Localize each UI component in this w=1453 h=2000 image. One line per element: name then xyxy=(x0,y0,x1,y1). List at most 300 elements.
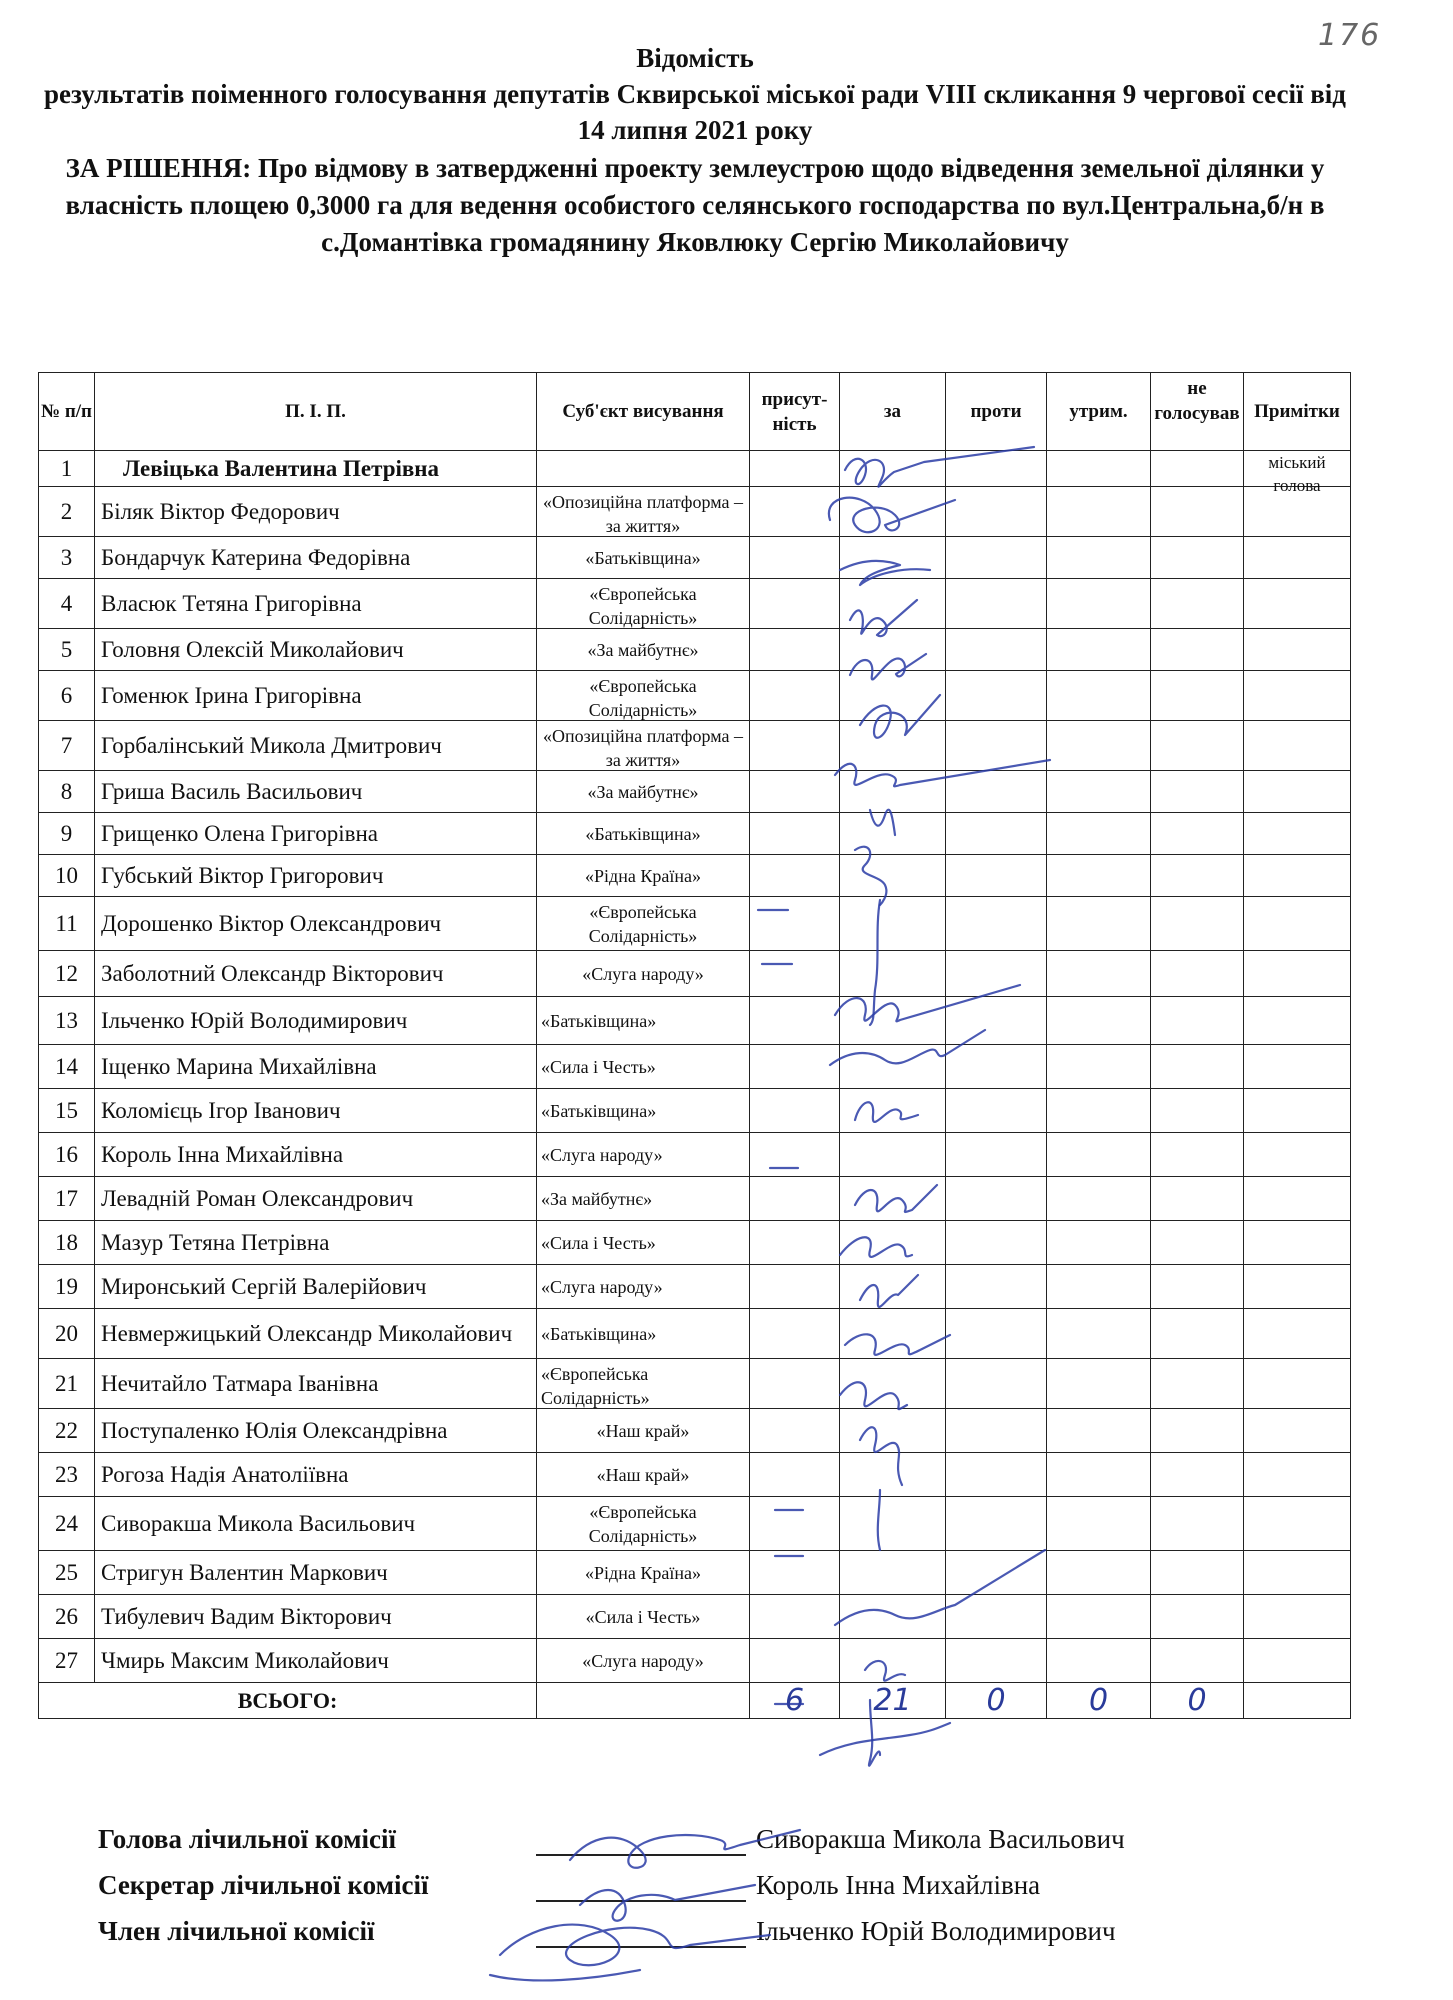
vote-abstain-cell xyxy=(1047,537,1151,579)
total-for: 21 xyxy=(840,1683,946,1719)
party-label: «Слуга народу» xyxy=(541,1276,663,1297)
note-cell xyxy=(1244,1595,1351,1639)
row-number: 2 xyxy=(39,487,95,537)
nominating-party xyxy=(537,1133,750,1177)
vote-for-cell xyxy=(840,1265,946,1309)
table-row xyxy=(39,1089,1351,1133)
deputy-name: Нечитайло Татмара Іванівна xyxy=(95,1359,537,1409)
commission-name: Сиворакша Микола Васильович xyxy=(756,1824,1125,1854)
row-number: 8 xyxy=(39,771,95,813)
table-row xyxy=(39,997,1351,1045)
vote-for-cell xyxy=(840,997,946,1045)
vote-for-cell xyxy=(840,537,946,579)
commission-row-member xyxy=(98,1916,1348,1962)
nominating-party xyxy=(537,487,750,537)
vote-for-cell xyxy=(840,1177,946,1221)
row-number: 11 xyxy=(39,897,95,951)
presence-cell xyxy=(750,1359,840,1409)
vote-against-cell xyxy=(946,1639,1047,1683)
vote-abstain-cell xyxy=(1047,1359,1151,1409)
vote-abstain-cell xyxy=(1047,1409,1151,1453)
vote-against-cell xyxy=(946,771,1047,813)
nominating-party xyxy=(537,1309,750,1359)
vote-for-cell xyxy=(840,1221,946,1265)
nominating-party xyxy=(537,1265,750,1309)
vote-against-cell xyxy=(946,487,1047,537)
nominating-party xyxy=(537,1551,750,1595)
header-for: за xyxy=(840,373,946,451)
signature-mark xyxy=(820,1723,950,1755)
note-cell xyxy=(1244,1551,1351,1595)
deputy-name: Бондарчук Катерина Федорівна xyxy=(95,537,537,579)
presence-cell xyxy=(750,1309,840,1359)
note-cell xyxy=(1244,771,1351,813)
row-number: 20 xyxy=(39,1309,95,1359)
table-row xyxy=(39,1497,1351,1551)
vote-against-cell xyxy=(946,1177,1047,1221)
table-row xyxy=(39,1453,1351,1497)
party-clip xyxy=(541,1143,749,1167)
not-voted-cell xyxy=(1151,1639,1244,1683)
nominating-party xyxy=(537,771,750,813)
party-label: «Батьківщина» xyxy=(541,1010,657,1031)
table-row xyxy=(39,1639,1351,1683)
note-cell xyxy=(1244,813,1351,855)
party-clip xyxy=(541,1055,749,1079)
row-number: 13 xyxy=(39,997,95,1045)
note-cell xyxy=(1244,1359,1351,1409)
table-header-row xyxy=(39,373,1351,451)
presence-cell xyxy=(750,629,840,671)
deputy-name: Губський Віктор Григорович xyxy=(95,855,537,897)
vote-against-cell xyxy=(946,1359,1047,1409)
document-subtitle: результатів поіменного голосування депутатів Сквирської міської ради VIII скликання 9 чергової сесії від 14 липня 2021 року xyxy=(44,79,1346,145)
note-cell xyxy=(1244,451,1351,495)
table-row xyxy=(39,1177,1351,1221)
row-number: 16 xyxy=(39,1133,95,1177)
vote-for-cell xyxy=(840,1497,946,1551)
not-voted-cell xyxy=(1151,1265,1244,1309)
vote-for-cell xyxy=(840,1133,946,1177)
table-row xyxy=(39,671,1351,721)
vote-abstain-cell xyxy=(1047,1045,1151,1089)
table-row xyxy=(39,1265,1351,1309)
presence-cell xyxy=(750,487,840,537)
not-voted-cell xyxy=(1151,855,1244,897)
note-cell xyxy=(1244,1177,1351,1221)
note-cell xyxy=(1244,1045,1351,1089)
presence-cell xyxy=(750,579,840,629)
total-label: ВСЬОГО: xyxy=(39,1683,537,1719)
table-body xyxy=(39,451,1351,1683)
presence-value xyxy=(783,1098,806,1123)
presence-cell xyxy=(750,451,840,487)
deputy-name: Горбалінський Микола Дмитрович xyxy=(95,721,537,771)
vote-abstain-cell xyxy=(1047,1453,1151,1497)
not-voted-cell xyxy=(1151,487,1244,537)
vote-for-cell xyxy=(840,1309,946,1359)
not-voted-cell xyxy=(1151,1453,1244,1497)
table-row xyxy=(39,579,1351,629)
presence-cell xyxy=(750,771,840,813)
table-row xyxy=(39,1359,1351,1409)
vote-abstain-cell xyxy=(1047,813,1151,855)
row-number: 3 xyxy=(39,537,95,579)
party-label: «Європейська Солідарність» xyxy=(588,901,698,946)
not-voted-cell xyxy=(1151,1089,1244,1133)
vote-for-cell xyxy=(840,671,946,721)
row-number: 14 xyxy=(39,1045,95,1089)
counting-commission xyxy=(98,1824,1348,1962)
vote-for-cell xyxy=(840,579,946,629)
deputy-name: Заболотний Олександр Вікторович xyxy=(95,951,537,997)
vote-for-cell xyxy=(840,721,946,771)
deputy-name: Левадній Роман Олександрович xyxy=(95,1177,537,1221)
vote-against-cell xyxy=(946,537,1047,579)
presence-cell xyxy=(750,1177,840,1221)
not-voted-cell xyxy=(1151,1221,1244,1265)
vote-abstain-cell xyxy=(1047,487,1151,537)
note-cell xyxy=(1244,897,1351,951)
not-voted-cell xyxy=(1151,721,1244,771)
row-number: 4 xyxy=(39,579,95,629)
party-clip xyxy=(541,1362,749,1406)
not-voted-cell xyxy=(1151,897,1244,951)
table-row xyxy=(39,1221,1351,1265)
party-clip xyxy=(537,724,749,768)
presence-cell xyxy=(750,1453,840,1497)
row-number: 24 xyxy=(39,1497,95,1551)
party-clip xyxy=(537,1419,749,1443)
not-voted-cell xyxy=(1151,671,1244,721)
signature-line xyxy=(536,1900,746,1902)
party-clip xyxy=(537,822,749,846)
row-number: 21 xyxy=(39,1359,95,1409)
row-number: 1 xyxy=(39,451,95,487)
nominating-party xyxy=(537,537,750,579)
row-number: 18 xyxy=(39,1221,95,1265)
nominating-party xyxy=(537,1089,750,1133)
not-voted-cell xyxy=(1151,1595,1244,1639)
vote-abstain-cell xyxy=(1047,579,1151,629)
party-label: «Батьківщина» xyxy=(585,547,701,568)
nominating-party xyxy=(537,1497,750,1551)
note-cell xyxy=(1244,537,1351,579)
party-label: «Батьківщина» xyxy=(541,1323,657,1344)
voting-table xyxy=(38,372,1351,1719)
vote-abstain-cell xyxy=(1047,1221,1151,1265)
commission-role: Член лічильної комісії xyxy=(98,1916,375,1946)
deputy-name: Поступаленко Юлія Олександрівна xyxy=(95,1409,537,1453)
vote-abstain-cell xyxy=(1047,1177,1151,1221)
deputy-name: Чмирь Максим Миколайович xyxy=(95,1639,537,1683)
vote-abstain-cell xyxy=(1047,1133,1151,1177)
party-clip xyxy=(537,1500,749,1548)
document-header xyxy=(30,40,1360,261)
party-clip xyxy=(537,780,749,804)
vote-against-cell xyxy=(946,1409,1047,1453)
row-number: 12 xyxy=(39,951,95,997)
table-row xyxy=(39,897,1351,951)
table-row xyxy=(39,771,1351,813)
row-number: 19 xyxy=(39,1265,95,1309)
document-title: Відомість xyxy=(636,43,754,73)
not-voted-cell xyxy=(1151,951,1244,997)
row-number: 17 xyxy=(39,1177,95,1221)
vote-abstain-cell xyxy=(1047,1265,1151,1309)
vote-for-cell xyxy=(840,1045,946,1089)
party-label: «Опозиційна платформа – за життя» xyxy=(543,725,743,770)
commission-role: Секретар лічильної комісії xyxy=(98,1870,429,1900)
row-number: 6 xyxy=(39,671,95,721)
nominating-party xyxy=(537,1453,750,1497)
deputy-name: Власюк Тетяна Григорівна xyxy=(95,579,537,629)
table-row xyxy=(39,537,1351,579)
decision-text: ЗА РІШЕННЯ: Про відмову в затвердженні проекту землеустрою щодо відведення земельної ділянки у власність площею 0,3000 га для ведення особистого селянського господарства по вул.Центральна,б/н в с.Домантівка громадянину Яковлюку Сергію Миколайовичу xyxy=(65,153,1325,257)
vote-abstain-cell xyxy=(1047,1309,1151,1359)
note-cell xyxy=(1244,1309,1351,1359)
presence-value xyxy=(783,1418,806,1443)
nominating-party xyxy=(537,1595,750,1639)
nominating-party xyxy=(537,855,750,897)
party-clip xyxy=(537,962,749,986)
note-cell xyxy=(1244,721,1351,771)
vote-for-cell xyxy=(840,1409,946,1453)
nominating-party xyxy=(537,721,750,771)
total-abstain: 0 xyxy=(1047,1683,1151,1719)
nominating-party xyxy=(537,997,750,1045)
party-label: «Батьківщина» xyxy=(585,823,701,844)
presence-value xyxy=(783,1462,806,1487)
header-against: проти xyxy=(946,373,1047,451)
not-voted-cell xyxy=(1151,1045,1244,1089)
party-label: «Сила і Честь» xyxy=(541,1056,656,1077)
nominating-party xyxy=(537,1639,750,1683)
commission-name: Король Інна Михайлівна xyxy=(756,1870,1041,1900)
not-voted-cell xyxy=(1151,537,1244,579)
not-voted-cell xyxy=(1151,629,1244,671)
deputy-name: Ільченко Юрій Володимирович xyxy=(95,997,537,1045)
vote-abstain-cell xyxy=(1047,451,1151,487)
vote-against-cell xyxy=(946,951,1047,997)
table-row xyxy=(39,1133,1351,1177)
table-row xyxy=(39,1595,1351,1639)
commission-row-secretary xyxy=(98,1870,1348,1916)
vote-against-cell xyxy=(946,1133,1047,1177)
not-voted-cell xyxy=(1151,771,1244,813)
vote-against-cell xyxy=(946,1551,1047,1595)
total-present: 6 xyxy=(750,1683,840,1719)
party-clip xyxy=(537,674,749,718)
not-voted-cell xyxy=(1151,1309,1244,1359)
party-label: «Наш край» xyxy=(596,1420,690,1441)
total-party-empty xyxy=(537,1683,750,1719)
deputy-name: Король Інна Михайлівна xyxy=(95,1133,537,1177)
party-label: «Слуга народу» xyxy=(582,1650,704,1671)
nominating-party xyxy=(537,897,750,951)
note-cell xyxy=(1244,671,1351,721)
vote-for-cell xyxy=(840,1639,946,1683)
not-voted-cell xyxy=(1151,1359,1244,1409)
party-clip xyxy=(537,864,749,888)
total-row xyxy=(39,1683,1351,1719)
party-clip xyxy=(541,1275,749,1299)
party-label: «За майбутнє» xyxy=(541,1188,653,1209)
total-note-empty xyxy=(1244,1683,1351,1719)
party-label: «Сила і Честь» xyxy=(585,1606,701,1627)
not-voted-cell xyxy=(1151,1177,1244,1221)
header-name: П. І. П. xyxy=(95,373,537,451)
deputy-name: Мазур Тетяна Петрівна xyxy=(95,1221,537,1265)
vote-against-cell xyxy=(946,1089,1047,1133)
not-voted-cell xyxy=(1151,997,1244,1045)
vote-abstain-cell xyxy=(1047,855,1151,897)
vote-abstain-cell xyxy=(1047,721,1151,771)
note-cell xyxy=(1244,1497,1351,1551)
vote-abstain-cell xyxy=(1047,1497,1151,1551)
note-cell xyxy=(1244,1265,1351,1309)
vote-against-cell xyxy=(946,1595,1047,1639)
vote-for-cell xyxy=(840,1089,946,1133)
vote-against-cell xyxy=(946,1221,1047,1265)
deputy-name: Гоменюк Ірина Григорівна xyxy=(95,671,537,721)
party-clip xyxy=(537,490,749,534)
signature-mark xyxy=(490,1970,640,1980)
vote-for-cell xyxy=(840,951,946,997)
not-voted-cell xyxy=(1151,1551,1244,1595)
header-not-voted-clip xyxy=(1151,376,1243,448)
commission-role: Голова лічильної комісії xyxy=(98,1824,396,1854)
presence-cell xyxy=(750,721,840,771)
table-row xyxy=(39,855,1351,897)
presence-cell xyxy=(750,1551,840,1595)
vote-for-cell xyxy=(840,1453,946,1497)
vote-for-cell xyxy=(840,451,946,487)
signature-line xyxy=(536,1854,746,1856)
vote-abstain-cell xyxy=(1047,1089,1151,1133)
not-voted-cell xyxy=(1151,451,1244,487)
presence-cell xyxy=(750,1045,840,1089)
party-clip xyxy=(537,638,749,662)
party-label: «Батьківщина» xyxy=(541,1100,657,1121)
vote-abstain-cell xyxy=(1047,951,1151,997)
vote-abstain-cell xyxy=(1047,897,1151,951)
party-clip xyxy=(541,1187,749,1211)
not-voted-cell xyxy=(1151,1133,1244,1177)
party-label: «Сила і Честь» xyxy=(541,1232,656,1253)
vote-against-cell xyxy=(946,1045,1047,1089)
vote-abstain-cell xyxy=(1047,671,1151,721)
header-not-voted xyxy=(1151,373,1244,451)
note-cell xyxy=(1244,997,1351,1045)
row-number: 15 xyxy=(39,1089,95,1133)
nominating-party xyxy=(537,1359,750,1409)
vote-abstain-cell xyxy=(1047,997,1151,1045)
vote-abstain-cell xyxy=(1047,1639,1151,1683)
note-cell xyxy=(1244,1453,1351,1497)
party-clip xyxy=(537,1649,749,1673)
party-label: «Слуга народу» xyxy=(541,1144,663,1165)
party-clip xyxy=(537,1561,749,1585)
note-cell xyxy=(1244,855,1351,897)
vote-for-cell xyxy=(840,1551,946,1595)
note-text: міський голова xyxy=(1268,453,1326,495)
vote-against-cell xyxy=(946,579,1047,629)
vote-against-cell xyxy=(946,997,1047,1045)
note-cell xyxy=(1244,579,1351,629)
page-number: 176 xyxy=(1318,18,1382,53)
vote-for-cell xyxy=(840,813,946,855)
presence-cell xyxy=(750,1265,840,1309)
table-row xyxy=(39,1309,1351,1359)
vote-abstain-cell xyxy=(1047,1551,1151,1595)
vote-for-cell xyxy=(840,855,946,897)
note-cell xyxy=(1244,1133,1351,1177)
row-number: 22 xyxy=(39,1409,95,1453)
vote-against-cell xyxy=(946,721,1047,771)
total-against: 0 xyxy=(946,1683,1047,1719)
deputy-name: Рогоза Надія Анатоліївна xyxy=(95,1453,537,1497)
presence-cell xyxy=(750,1409,840,1453)
party-label: «Наш край» xyxy=(596,1464,690,1485)
header-num: № п/п xyxy=(39,373,95,451)
presence-value xyxy=(783,863,806,888)
party-label: «Опозиційна платформа – за життя» xyxy=(543,491,743,536)
party-clip xyxy=(537,1605,749,1629)
presence-cell xyxy=(750,897,840,951)
vote-against-cell xyxy=(946,629,1047,671)
table-row xyxy=(39,813,1351,855)
deputy-name: Левіцька Валентина Петрівна xyxy=(95,451,537,487)
note-cell xyxy=(1244,629,1351,671)
party-label: «Рідна Країна» xyxy=(585,1562,701,1583)
party-clip xyxy=(541,1322,749,1346)
total-not-voted: 0 xyxy=(1151,1683,1244,1719)
deputy-name: Миронський Сергій Валерійович xyxy=(95,1265,537,1309)
header-party: Суб'єкт висування xyxy=(537,373,750,451)
presence-cell xyxy=(750,1089,840,1133)
presence-value xyxy=(783,1604,806,1629)
not-voted-cell xyxy=(1151,1497,1244,1551)
note-cell xyxy=(1244,1089,1351,1133)
vote-for-cell xyxy=(840,897,946,951)
party-clip xyxy=(541,1231,749,1255)
nominating-party xyxy=(537,671,750,721)
row-number: 25 xyxy=(39,1551,95,1595)
vote-for-cell xyxy=(840,771,946,813)
party-label: «Європейська Солідарність» xyxy=(588,1501,698,1546)
presence-cell xyxy=(750,813,840,855)
vote-against-cell xyxy=(946,1265,1047,1309)
header-present: присут-ність xyxy=(750,373,840,451)
note-cell xyxy=(1244,1221,1351,1265)
row-number: 10 xyxy=(39,855,95,897)
signature-line xyxy=(536,1946,746,1948)
party-clip xyxy=(541,1009,749,1033)
row-number: 5 xyxy=(39,629,95,671)
party-label: «Слуга народу» xyxy=(582,963,704,984)
note-cell xyxy=(1244,1639,1351,1683)
party-clip xyxy=(537,900,749,948)
party-clip xyxy=(541,1099,749,1123)
nominating-party xyxy=(537,451,750,487)
row-number: 26 xyxy=(39,1595,95,1639)
nominating-party xyxy=(537,951,750,997)
vote-for-cell xyxy=(840,1595,946,1639)
deputy-name: Гриша Василь Васильович xyxy=(95,771,537,813)
presence-cell xyxy=(750,1133,840,1177)
deputy-name: Невмержицький Олександр Миколайович xyxy=(95,1309,537,1359)
